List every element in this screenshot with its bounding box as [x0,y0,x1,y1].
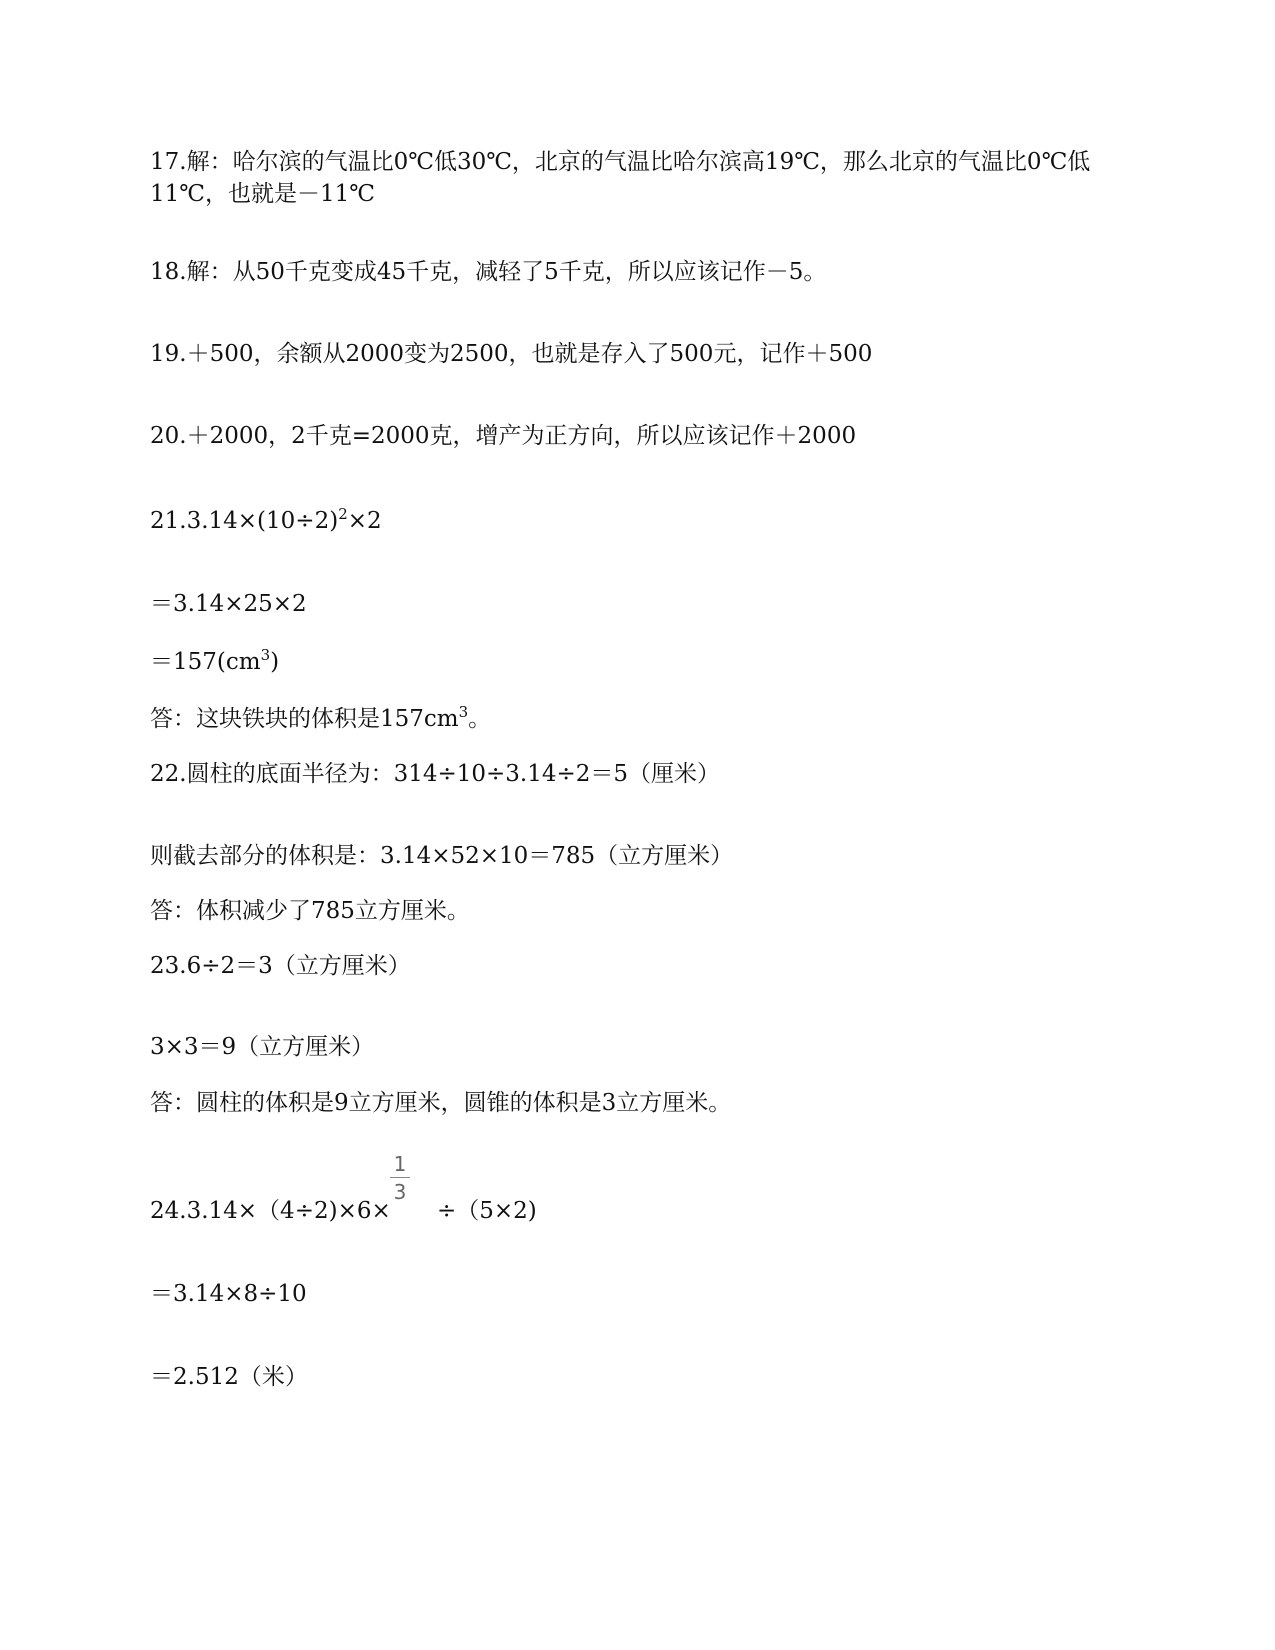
fraction-bar [390,1177,410,1178]
answer-23-conclusion: 答：圆柱的体积是9立方厘米，圆锥的体积是3立方厘米。 [150,1090,732,1116]
exponent: 3 [260,646,271,664]
answer-19: 19.＋500，余额从2000变为2500，也就是存入了500元，记作＋500 [150,341,873,367]
answer-21-step1-text: 21.3.14×(10÷2) [150,508,339,534]
exponent: 2 [338,505,348,523]
answer-18: 18.解：从50千克变成45千克，减轻了5千克，所以应该记作－5。 [150,259,827,285]
answer-20: 20.＋2000，2千克=2000克，增产为正方向，所以应该记作＋2000 [150,423,857,449]
answer-22-step2: 则截去部分的体积是：3.14×52×10＝785（立方厘米） [150,843,734,869]
fraction-denominator: 3 [393,1180,407,1204]
answer-21-step3-tail: ) [270,649,280,675]
answer-21-conclusion [150,703,491,735]
answer-21-step3 [150,646,279,678]
answer-21-step1 [150,505,382,537]
answer-24-step1-right: ÷（5×2) [437,1198,537,1224]
answer-21-step1-tail: ×2 [347,508,382,534]
answer-24-step2: ＝3.14×8÷10 [150,1281,307,1307]
answer-17-line2: 11℃，也就是－11℃ [150,181,375,207]
answer-23-step2: 3×3＝9（立方厘米） [150,1034,375,1060]
fraction-one-third [388,1152,412,1204]
answer-24-step1-left: 24.3.14×（4÷2)×6× [150,1198,391,1224]
answer-22-conclusion: 答：体积减少了785立方厘米。 [150,898,470,924]
answer-21-step3-text: ＝157(cm [150,649,261,675]
fraction-numerator: 1 [393,1152,407,1176]
answer-23-step1: 23.6÷2＝3（立方厘米） [150,953,411,979]
answer-21-conclusion-tail: 。 [468,706,492,732]
answer-21-step2: ＝3.14×25×2 [150,591,307,617]
exponent: 3 [458,703,469,721]
answer-24-step3: ＝2.512（米） [150,1364,308,1390]
answer-21-conclusion-text: 答：这块铁块的体积是157cm [150,706,459,732]
answer-17-line1: 17.解：哈尔滨的气温比0℃低30℃，北京的气温比哈尔滨高19℃，那么北京的气温比0℃低 [150,149,1091,175]
answer-22-step1: 22.圆柱的底面半径为：314÷10÷3.14÷2＝5（厘米） [150,761,721,787]
answer-17 [150,146,1130,210]
